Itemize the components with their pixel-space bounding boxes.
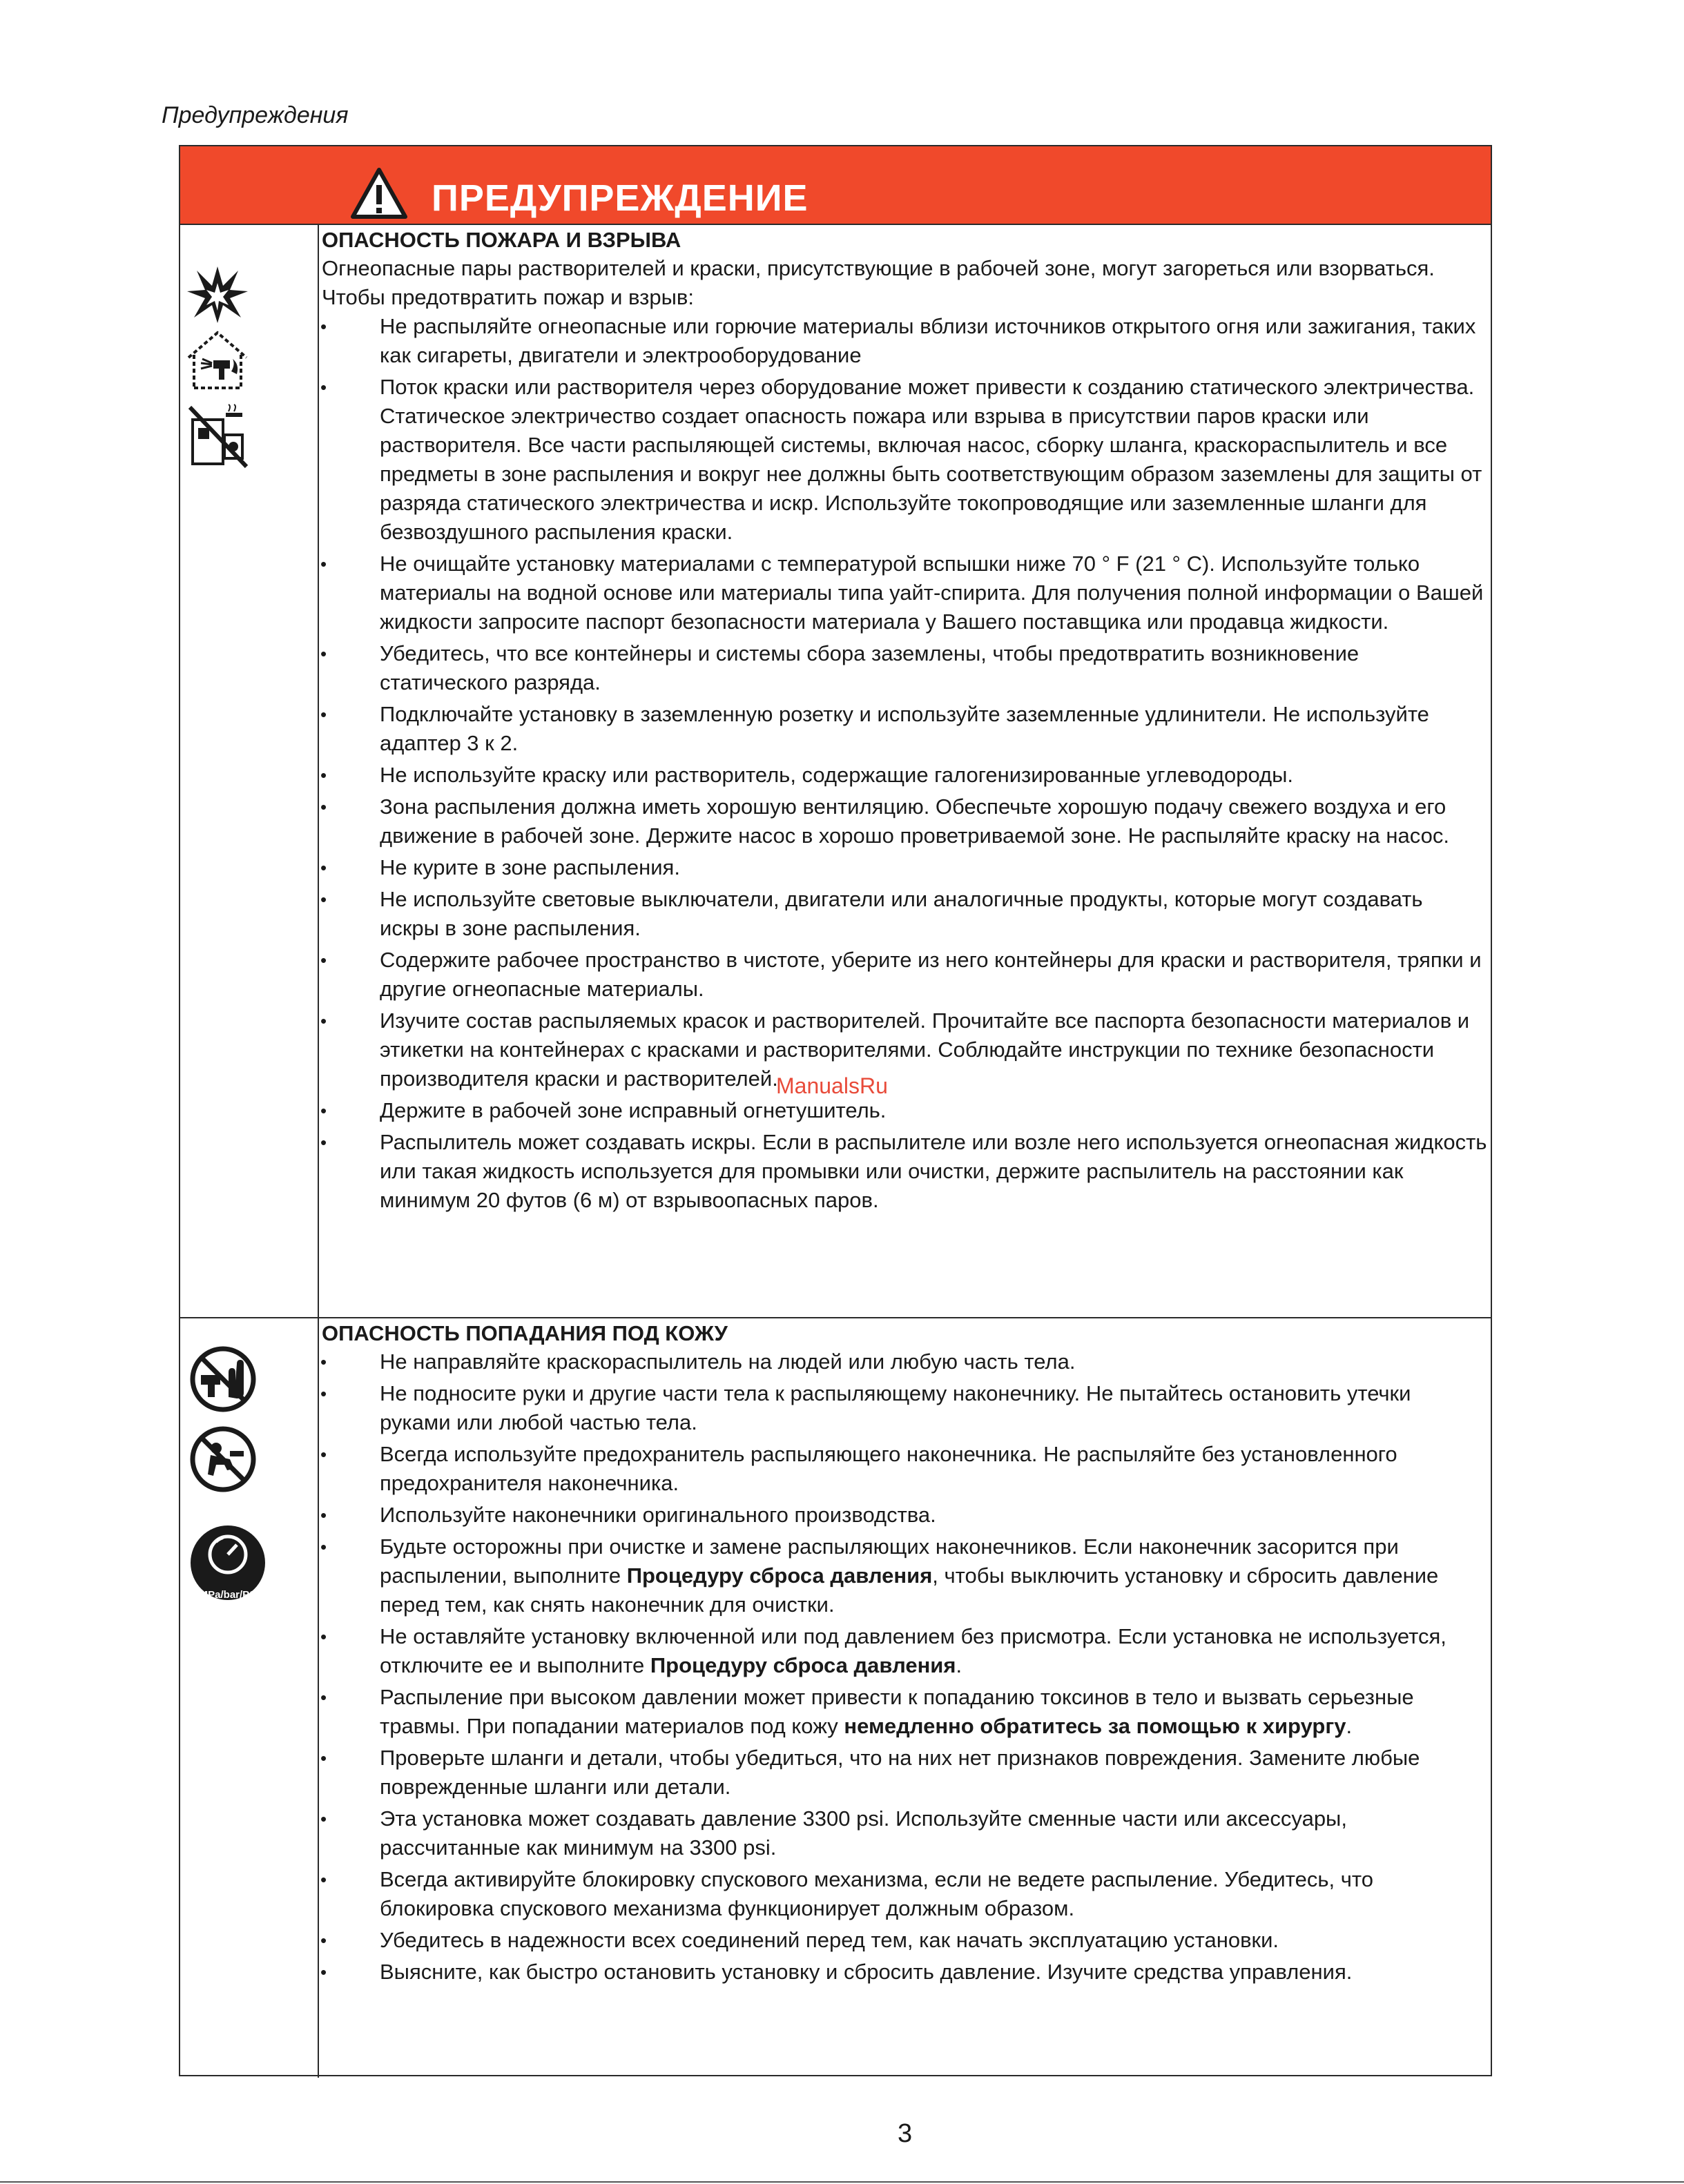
fire-explosion-section [320,226,1487,1218]
bullet-text: . [956,1653,962,1677]
bullet-text: Всегда используйте предохранитель распыляющего наконечника. Не распыляйте без установленного предохранителя наконечника. [380,1442,1397,1495]
fire-bullet-item: • Не курите в зоне распыления. [320,853,1487,882]
gauge-units-label: MPa/bar/PSI [199,1589,260,1601]
skin-bullet-item [320,1532,1487,1619]
skin-bullet-item [320,1926,1487,1955]
skin-injection-section [320,1320,1487,1989]
bold-emphasis-text: Процедуру сброса давления [650,1653,956,1677]
bullet-text: Убедитесь в надежности всех соединений перед тем, как начать эксплуатацию установки. [380,1928,1279,1952]
fire-bullet-item: • Не используйте световые выключатели, двигатели или аналогичные продукты, которые могут создавать искры в зоне распыления. [320,885,1487,943]
skin-bullet-item [320,1501,1487,1530]
fire-bullet-item: • Содержите рабочее пространство в чистоте, уберите из него контейнеры для краски и растворителя, тряпки и другие огнеопасные материалы. [320,946,1487,1004]
skin-bullet-item [320,1440,1487,1498]
page-header-title: Предупреждения [162,102,349,128]
skin-bullet-item [320,1347,1487,1376]
house-spray-fire-icon [186,330,249,391]
bullet-text: Будьте осторожны при очистке и замене распыляющих наконечников. Если наконечник засорится при распылении, выполните [380,1534,1399,1588]
bullet-text: , чтобы выключить установку и сбросить давление перед тем, как снять наконечник для очистки. [380,1563,1439,1617]
fire-bullet-item: • Изучите состав распыляемых красок и растворителей. Прочитайте все паспорта безопасности материалов и этикетки на контейнерах с красками и растворителями. Соблюдайте инструкции по технике безопасности производителя краски и растворителей. [320,1006,1487,1093]
bullet-text: . [1346,1714,1353,1738]
fire-bullet-item: • Подключайте установку в заземленную розетку и используйте заземленные удлинители. Не используйте адаптер 3 к 2. [320,700,1487,758]
warning-triangle-icon [350,167,408,220]
icon-column-divider [318,225,319,2078]
no-spray-person-icon [188,1425,258,1494]
fire-section-intro: Огнеопасные пары растворителей и краски, присутствующие в рабочей зоне, могут загореться или взорваться. Чтобы предотвратить пожар и взрыв: [322,256,1435,309]
bullet-text: Не направляйте краскораспылитель на людей или любую часть тела. [380,1349,1076,1374]
skin-bullet-item [320,1744,1487,1802]
skin-section-title: ОПАСНОСТЬ ПОПАДАНИЯ ПОД КОЖУ [322,1321,728,1345]
fire-bullet-item: • Не распыляйте огнеопасные или горючие материалы вблизи источников открытого огня или зажигания, таких как сигареты, двигатели и электрооборудование [320,312,1487,370]
skin-bullet-item [320,1622,1487,1680]
bullet-text: Всегда активируйте блокировку спускового механизма, если не ведете распыление. Убедитесь, что блокировка спускового механизма функционирует должным образом. [380,1867,1373,1920]
bold-emphasis-text: немедленно обратитесь за помощью к хирургу [844,1714,1346,1738]
page-number: 3 [898,2119,913,2148]
fire-bullet-item: • Поток краски или растворителя через оборудование может привести к созданию статического электричества. Статическое электричество создает опасность пожара или взрыва в присутствии паров краски или растворителя. Все части распыляющей системы, включая насос, сборку шланга, краскораспылитель и все предметы в зоне распыления и вокруг нее должны быть соответствующим образом заземлены для защиты от разряда статического электричества и искр. Используйте токопроводящие или заземленные шланги для безвоздушного распыления краски. [320,373,1487,547]
fire-bullet-item: • Не очищайте установку материалами с температурой вспышки ниже 70 ° F (21 ° C). Используйте только материалы на водной основе или материалы типа уайт-спирита. Для получения полной информации о Вашей жидкости запросите паспорт безопасности материала у Вашего поставщика или продавца жидкости. [320,549,1487,636]
skin-bullet-item [320,1958,1487,1987]
page-bottom-rule [0,2181,1684,2183]
skin-bullet-item [320,1379,1487,1437]
section-divider [180,1317,1491,1318]
no-hand-spray-icon [188,1345,258,1414]
skin-bullet-item [320,1804,1487,1862]
skin-bullet-item [320,1683,1487,1741]
bullet-text: Используйте наконечники оригинального производства. [380,1503,936,1527]
bullet-text: Распыление при высоком давлении может привести к попаданию токсинов в тело и вызвать серьезные травмы. При попадании материалов под кожу [380,1685,1414,1738]
bullet-text: Не подносите руки и другие части тела к распыляющему наконечнику. Не пытайтесь остановить утечки руками или любой частью тела. [380,1381,1411,1434]
fire-bullet-item: • Держите в рабочей зоне исправный огнетушитель. [320,1096,1487,1125]
bullet-text: Выясните, как быстро остановить установку и сбросить давление. Изучите средства управления. [380,1960,1353,1984]
fire-bullet-item: • Распылитель может создавать искры. Если в распылителе или возле него используется огнеопасная жидкость или такая жидкость используется для промывки или очистки, держите распылитель на расстоянии как минимум 20 футов (6 м) от взрывоопасных паров. [320,1128,1487,1215]
fire-bullet-item: • Убедитесь, что все контейнеры и системы сбора заземлены, чтобы предотвратить возникновение статического разряда. [320,639,1487,697]
fire-bullet-item: • Зона распыления должна иметь хорошую вентиляцию. Обеспечьте хорошую подачу свежего воздуха и его движение в рабочей зоне. Держите насос в хорошо проветриваемой зоне. Не распыляйте краску на насос. [320,792,1487,850]
warning-banner-label: ПРЕДУПРЕЖДЕНИЕ [432,177,809,219]
bullet-text: Не оставляйте установку включенной или под давлением без присмотра. Если установка не используется, отключите ее и выполните [380,1624,1446,1677]
bullet-text: Эта установка может создавать давление 3300 psi. Используйте сменные части или аксессуары, рассчитанные как минимум на 3300 psi. [380,1806,1347,1860]
bold-emphasis-text: Процедуру сброса давления [626,1563,933,1588]
explosion-icon [186,262,249,326]
skin-bullet-item [320,1865,1487,1923]
bullet-text: Проверьте шланги и детали, чтобы убедиться, что на них нет признаков повреждения. Замените любые поврежденные шланги или детали. [380,1746,1420,1799]
no-smoking-sprayer-icon [186,403,249,469]
fire-bullet-list [320,312,1487,1215]
watermark-text: ManualsRu [776,1073,888,1098]
fire-bullet-item: • Не используйте краску или растворитель, содержащие галогенизированные углеводороды. [320,761,1487,790]
warning-banner [180,146,1491,225]
fire-section-title: ОПАСНОСТЬ ПОЖАРА И ВЗРЫВА [322,228,681,252]
warning-table [179,145,1492,2076]
skin-bullet-list [320,1347,1487,1987]
